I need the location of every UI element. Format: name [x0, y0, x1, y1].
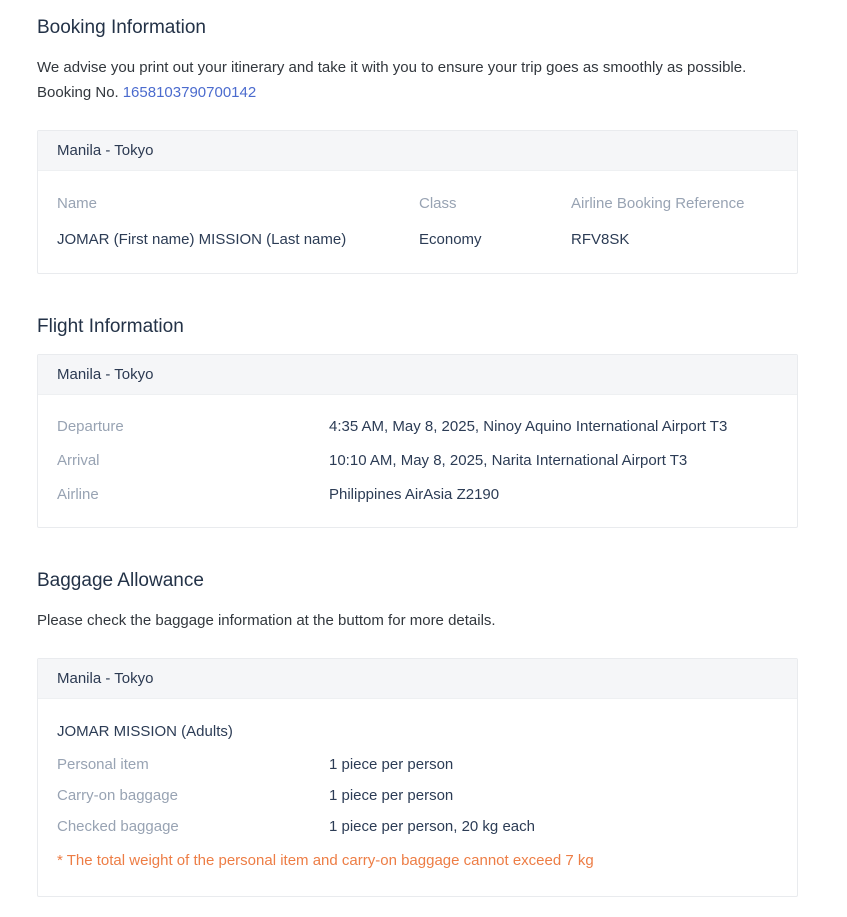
airline-row — [57, 487, 778, 502]
airline-value: Philippines AirAsia Z2190 — [329, 486, 500, 503]
booking-information-section — [37, 16, 798, 274]
personal-item-value: 1 piece per person — [329, 756, 454, 773]
carry-on-baggage-label: Carry-on baggage — [57, 787, 178, 804]
booking-number-label: Booking No. — [37, 84, 119, 101]
carry-on-baggage-row — [57, 788, 778, 803]
baggage-note-text: Please check the baggage information at the buttom for more details. — [37, 612, 496, 629]
airline-booking-reference-label: Airline Booking Reference — [571, 195, 745, 212]
flight-card-body — [38, 395, 797, 527]
checked-baggage-value: 1 piece per person, 20 kg each — [329, 818, 535, 835]
arrival-value: 10:10 AM, May 8, 2025, Narita International Airport T3 — [329, 452, 688, 469]
baggage-card-route-header — [38, 659, 797, 699]
checked-baggage-row — [57, 819, 778, 834]
booking-values-row — [57, 231, 778, 248]
booking-card — [37, 130, 798, 274]
flight-card — [37, 354, 798, 528]
carry-on-baggage-value: 1 piece per person — [329, 787, 454, 804]
booking-number-line — [37, 80, 798, 105]
print-advice-text: We advise you print out your itinerary and take it with you to ensure your trip goes as smoothly as possible. — [37, 59, 747, 76]
baggage-card — [37, 658, 798, 897]
airline-label: Airline — [57, 486, 99, 503]
baggage-allowance-title: Baggage Allowance — [37, 570, 204, 591]
baggage-card-body — [38, 699, 797, 896]
personal-item-row — [57, 757, 778, 772]
arrival-row — [57, 453, 778, 468]
booking-card-route-header — [38, 131, 797, 171]
route-label: Manila - Tokyo — [57, 670, 154, 687]
booking-card-body — [38, 171, 797, 273]
route-label: Manila - Tokyo — [57, 142, 154, 159]
baggage-allowance-section — [37, 569, 798, 897]
airline-booking-reference-value: RFV8SK — [571, 231, 630, 248]
flight-card-route-header — [38, 355, 797, 395]
baggage-passenger-name: JOMAR MISSION (Adults) — [57, 723, 233, 740]
flight-information-section — [37, 315, 798, 528]
booking-information-title: Booking Information — [37, 17, 206, 38]
checked-baggage-label: Checked baggage — [57, 818, 179, 835]
class-value: Economy — [419, 231, 482, 248]
departure-value: 4:35 AM, May 8, 2025, Ninoy Aquino International Airport T3 — [329, 418, 728, 435]
arrival-label: Arrival — [57, 452, 100, 469]
booking-number-link[interactable]: 1658103790700142 — [122, 84, 257, 101]
name-label: Name — [57, 195, 98, 212]
departure-label: Departure — [57, 418, 124, 435]
departure-row — [57, 419, 778, 434]
baggage-weight-warning: * The total weight of the personal item and carry-on baggage cannot exceed 7 kg — [57, 852, 594, 869]
passenger-name-value: JOMAR (First name) MISSION (Last name) — [57, 231, 347, 248]
flight-information-title: Flight Information — [37, 316, 184, 337]
personal-item-label: Personal item — [57, 756, 149, 773]
class-label: Class — [419, 195, 457, 212]
route-label: Manila - Tokyo — [57, 366, 154, 383]
booking-labels-row — [57, 195, 778, 231]
